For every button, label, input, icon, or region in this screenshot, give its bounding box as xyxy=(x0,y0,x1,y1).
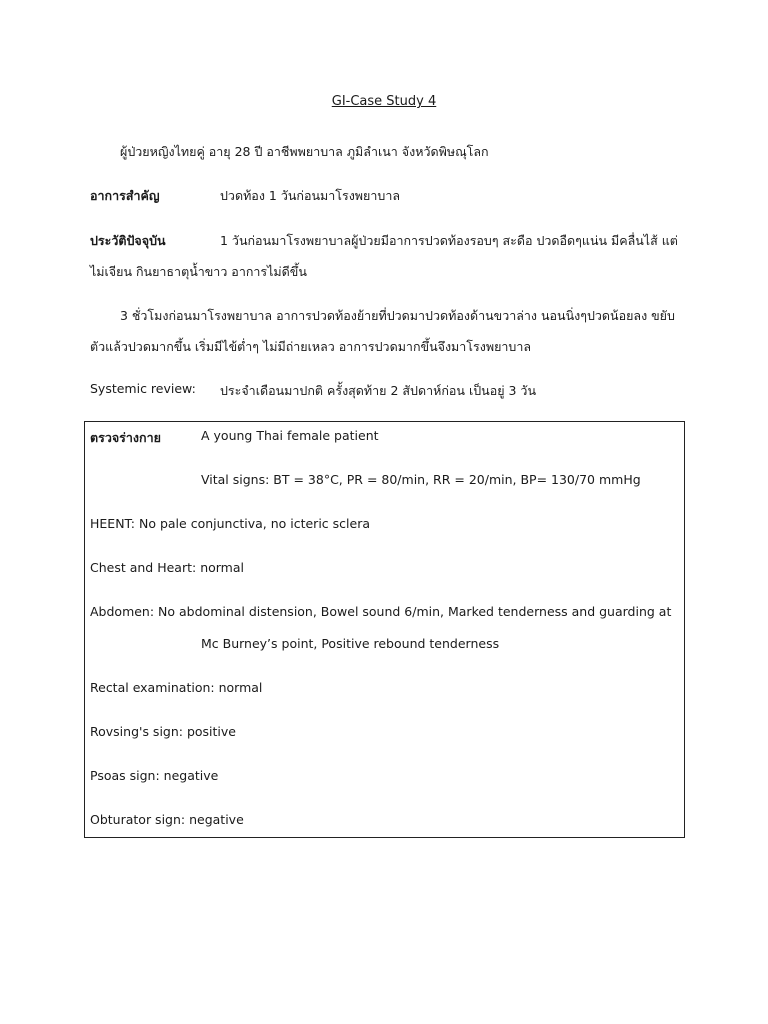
exam-abdomen-line2: Mc Burney’s point, Positive rebound tenderness xyxy=(201,636,500,651)
exam-general: A young Thai female patient xyxy=(201,428,379,443)
exam-chest: Chest and Heart: normal xyxy=(90,560,244,575)
exam-obturator: Obturator sign: negative xyxy=(90,812,244,827)
present-illness-p2-line2: ตัวแล้วปวดมากขึ้น เริ่มมีไข้ต่ำๆ ไม่มีถ่ายเหลว อาการปวดมากขึ้นจึงมาโรงพยาบาล xyxy=(90,339,532,354)
exam-vitals: Vital signs: BT = 38°C, PR = 80/min, RR = 20/min, BP= 130/70 mmHg xyxy=(201,472,641,487)
patient-intro: ผู้ป่วยหญิงไทยคู่ อายุ 28 ปี อาชีพพยาบาล ภูมิลำเนา จังหวัดพิษณุโลก xyxy=(120,144,489,159)
physical-exam-label: ตรวจร่างกาย xyxy=(90,430,161,445)
chief-complaint-label: อาการสำคัญ xyxy=(90,188,160,203)
present-illness-p1-line2: ไม่เจียน กินยาธาตุน้ำขาว อาการไม่ดีขึ้น xyxy=(90,264,307,279)
exam-psoas: Psoas sign: negative xyxy=(90,768,219,783)
present-illness-p2-line1: 3 ชั่วโมงก่อนมาโรงพยาบาล อาการปวดท้องย้ายที่ปวดมาปวดท้องด้านขวาล่าง นอนนิ่งๆปวดน้อยลง ขยับ xyxy=(120,308,675,323)
chief-complaint-text: ปวดท้อง 1 วันก่อนมาโรงพยาบาล xyxy=(220,188,400,203)
exam-heent: HEENT: No pale conjunctiva, no icteric sclera xyxy=(90,516,370,531)
systemic-review-text: ประจำเดือนมาปกติ ครั้งสุดท้าย 2 สัปดาห์ก่อน เป็นอยู่ 3 วัน xyxy=(220,383,536,398)
present-illness-label: ประวัติปัจจุบัน xyxy=(90,233,166,248)
physical-exam-box xyxy=(84,421,685,838)
systemic-review-label: Systemic review: xyxy=(90,381,196,396)
exam-rectal: Rectal examination: normal xyxy=(90,680,263,695)
present-illness-p1-line1: 1 วันก่อนมาโรงพยาบาลผู้ป่วยมีอาการปวดท้องรอบๆ สะดือ ปวดอืดๆแน่น มีคลื่นไส้ แต่ xyxy=(220,233,678,248)
page-title: GI-Case Study 4 xyxy=(331,94,437,109)
exam-rovsing: Rovsing's sign: positive xyxy=(90,724,236,739)
exam-abdomen-line1: Abdomen: No abdominal distension, Bowel sound 6/min, Marked tenderness and guarding at xyxy=(90,604,672,619)
